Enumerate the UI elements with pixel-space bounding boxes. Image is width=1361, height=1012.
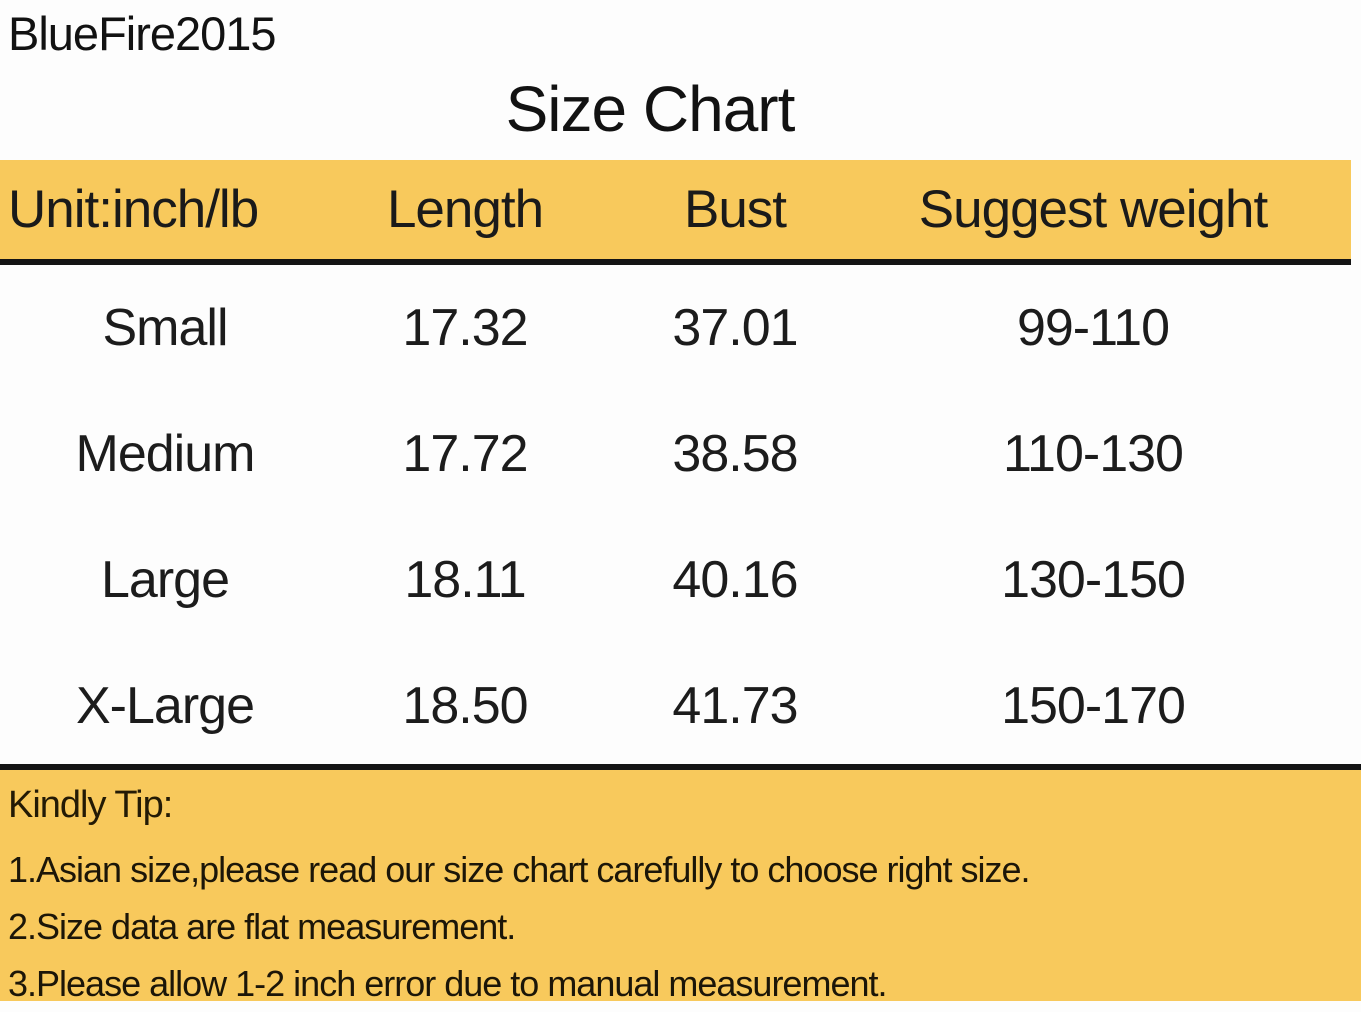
table-row-medium (0, 391, 1361, 517)
column-header-unit: Unit:inch/lb (8, 180, 259, 239)
table-header-row (0, 160, 1351, 265)
column-header-weight: Suggest weight (918, 180, 1268, 239)
cell-size: Medium (75, 425, 255, 483)
table-row-small (0, 265, 1361, 391)
tip-item-1: 1.Asian size,please read our size chart carefully to choose right size. (8, 849, 1030, 890)
cell-size: Small (102, 299, 228, 357)
size-chart-table (0, 160, 1361, 769)
cell-length: 18.50 (402, 677, 528, 735)
cell-length: 17.72 (402, 425, 528, 483)
cell-bust: 40.16 (672, 551, 798, 609)
cell-size: X-Large (76, 677, 254, 735)
cell-length: 17.32 (402, 299, 528, 357)
cell-weight: 99-110 (1016, 299, 1170, 357)
tip-item-3: 3.Please allow 1-2 inch error due to manual measurement. (8, 963, 887, 1004)
brand-name: BlueFire2015 (8, 7, 276, 60)
cell-bust: 41.73 (672, 677, 798, 735)
table-row-large (0, 517, 1361, 643)
table-row-xlarge (0, 643, 1361, 769)
cell-bust: 37.01 (672, 299, 798, 357)
cell-size: Large (101, 551, 229, 609)
cell-weight: 130-150 (1001, 551, 1185, 609)
page-title: Size Chart (505, 73, 795, 145)
cell-bust: 38.58 (672, 425, 798, 483)
kindly-tip-content (0, 770, 1361, 1012)
column-header-bust: Bust (683, 180, 787, 239)
kindly-tip-heading: Kindly Tip: (8, 784, 173, 826)
column-header-length: Length (386, 180, 544, 239)
cell-length: 18.11 (404, 551, 526, 609)
cell-weight: 150-170 (1001, 677, 1185, 735)
cell-weight: 110-130 (1003, 425, 1183, 483)
kindly-tip-section (0, 764, 1361, 1004)
tip-item-2: 2.Size data are flat measurement. (8, 906, 516, 947)
